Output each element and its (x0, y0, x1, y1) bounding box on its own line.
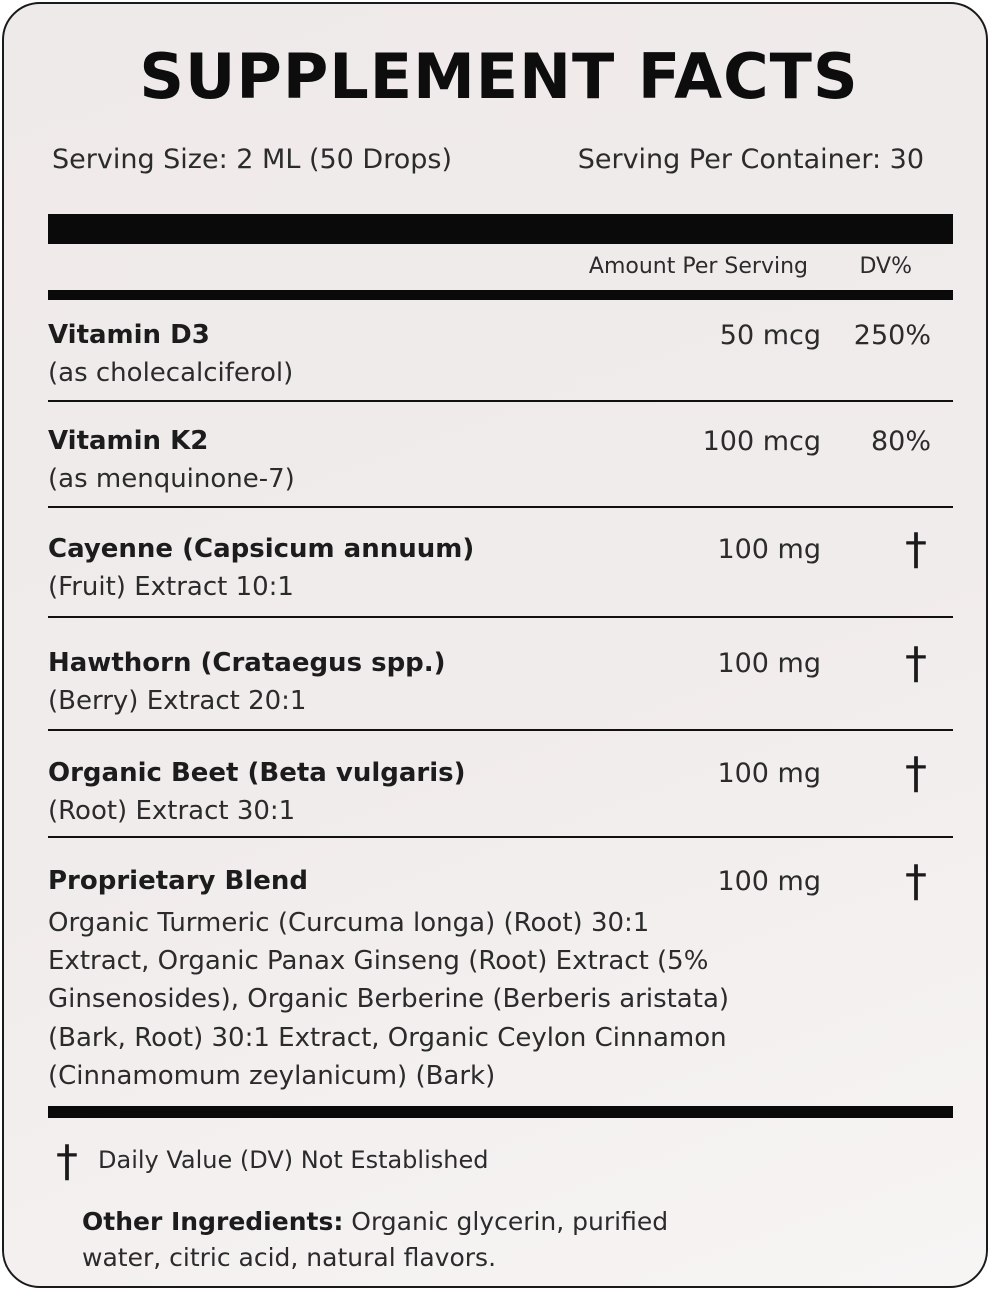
dagger-icon: † (56, 1136, 78, 1187)
top-divider-bar (48, 214, 953, 244)
blend-name: Proprietary Blend (48, 866, 308, 896)
row-divider (48, 836, 953, 838)
page-title: SUPPLEMENT FACTS (139, 40, 859, 113)
nutrient-dv: 250% (853, 320, 931, 351)
other-ingredients (82, 1204, 722, 1276)
nutrient-amount: 100 mg (717, 648, 821, 679)
dagger-icon: † (905, 524, 927, 575)
serving-size: Serving Size: 2 ML (50 Drops) (52, 144, 452, 175)
other-ingredients-label: Other Ingredients: (82, 1207, 344, 1236)
nutrient-source: (as menquinone-7) (48, 464, 295, 494)
blend-line: (Cinnamomum zeylanicum) (Bark) (48, 1060, 496, 1091)
nutrient-source: (as cholecalciferol) (48, 358, 294, 388)
amount-column-header: Amount Per Serving (588, 254, 808, 279)
nutrient-name: Vitamin D3 (48, 320, 210, 350)
dagger-icon: † (905, 856, 927, 907)
nutrient-dv: 80% (870, 426, 931, 457)
other-ingredients-text: Organic glycerin, purified water, citric acid, natural flavors. (82, 1207, 669, 1272)
nutrient-name: Cayenne (Capsicum annuum) (48, 534, 475, 564)
nutrient-source: (Root) Extract 30:1 (48, 796, 296, 826)
dagger-icon: † (905, 638, 927, 689)
blend-line: Extract, Organic Panax Ginseng (Root) Extract (5% (48, 946, 709, 977)
row-divider (48, 400, 953, 402)
row-divider (48, 729, 953, 731)
nutrient-amount: 50 mcg (719, 320, 821, 351)
blend-amount: 100 mg (717, 866, 821, 897)
nutrient-name: Vitamin K2 (48, 426, 209, 456)
dv-column-header: DV% (859, 254, 912, 279)
footnote-text: Daily Value (DV) Not Established (98, 1146, 489, 1174)
nutrient-name: Organic Beet (Beta vulgaris) (48, 758, 466, 788)
nutrient-source: (Berry) Extract 20:1 (48, 686, 307, 716)
dagger-icon: † (905, 748, 927, 799)
row-divider (48, 616, 953, 618)
blend-line: (Bark, Root) 30:1 Extract, Organic Ceylon Cinnamon (48, 1022, 727, 1053)
nutrient-source: (Fruit) Extract 10:1 (48, 572, 294, 602)
blend-line: Organic Turmeric (Curcuma longa) (Root) 30:1 (48, 908, 650, 938)
nutrient-amount: 100 mg (717, 758, 821, 789)
nutrient-amount: 100 mg (717, 534, 821, 565)
row-divider (48, 506, 953, 508)
supplement-facts-panel (2, 2, 988, 1288)
header-divider-bar (48, 290, 953, 300)
nutrient-name: Hawthorn (Crataegus spp.) (48, 648, 446, 678)
nutrient-amount: 100 mcg (702, 426, 821, 457)
blend-line: Ginsenosides), Organic Berberine (Berberis aristata) (48, 984, 730, 1015)
bottom-divider-bar (48, 1106, 953, 1118)
servings-per-container: Serving Per Container: 30 (577, 144, 924, 175)
blend-ingredients (48, 904, 748, 1095)
